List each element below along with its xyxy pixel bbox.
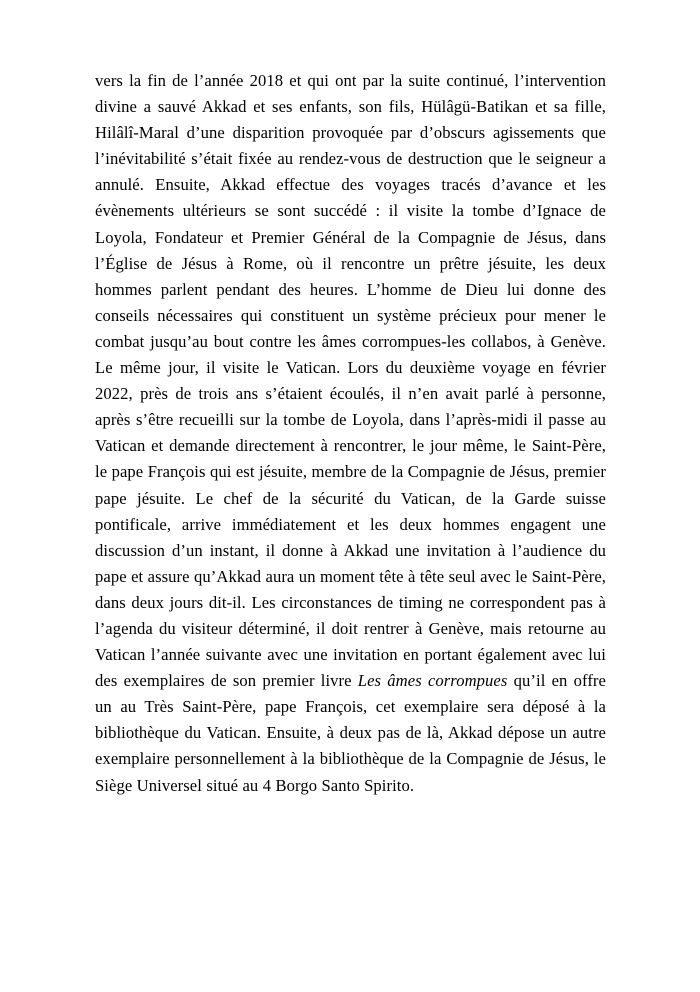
book-title-italic: Les âmes corrompues: [357, 671, 508, 691]
paragraph-text-run: vers la fin de l’année 2018 et qui ont par la suite continué, l’intervention divine a sauvé Akkad et ses enfants, son fils, Hülâgü-Batikan et sa fille, Hilâlî-Maral d’une disparition provoquée par d’obscurs agissements que l’inévitabilité s’était fixée au rendez-vous de destruction que le seigneur a annulé. Ensuite, Akkad effectue des voyages tracés d’avance et les évènements ultérieurs se sont succédé : il visite la tombe d’Ignace de Loyola, Fondateur et Premier Général de la Compagnie de Jésus, dans l’Église de Jésus à Rome, où il rencontre un prêtre jésuite, les deux hommes parlent pendant des heures. L’homme de Dieu lui donne des conseils nécessaires qui constituent un système précieux pour mener le combat jusqu’au bout contre les âmes corrompues-les collabos, à Genève. Le même jour, il visite le Vatican. Lors du deuxième voyage en février 2022, près de trois ans s’étaient écoulés, il n’en avait parlé à personne, après s’être recueilli sur la tombe de Loyola, dans l’après-midi il passe au Vatican et demande directement à rencontrer, le jour même, le Saint-Père, le pape François qui est jésuite, membre de la Compagnie de Jésus, premier pape jésuite. Le chef de la sécurité du Vatican, de la Garde suisse pontificale, arrive immédiatement et les deux hommes engagent une discussion d’un instant, il donne à Akkad une invitation à l’audience du pape et assure qu’Akkad aura un moment tête à tête seul avec le Saint-Père, dans deux jours dit-il. Les circonstances de timing ne correspondent pas à l’agenda du visiteur déterminé, il doit rentrer à Genève, mais retourne au Vatican l’année suivante avec une invitation en portant également avec lui des exemplaires de son premier livre: [95, 71, 606, 691]
body-paragraph: [95, 68, 606, 799]
paragraph-text-run: qu’il en offre un au Très Saint-Père, pape François, cet exemplaire sera déposé à la bibliothèque du Vatican. Ensuite, à deux pas de là, Akkad dépose un autre exemplaire personnellement à la bibliothèque de la Compagnie de Jésus, le Siège Universel situé au 4 Borgo Santo Spirito.: [95, 671, 606, 795]
text-column: [95, 68, 606, 799]
